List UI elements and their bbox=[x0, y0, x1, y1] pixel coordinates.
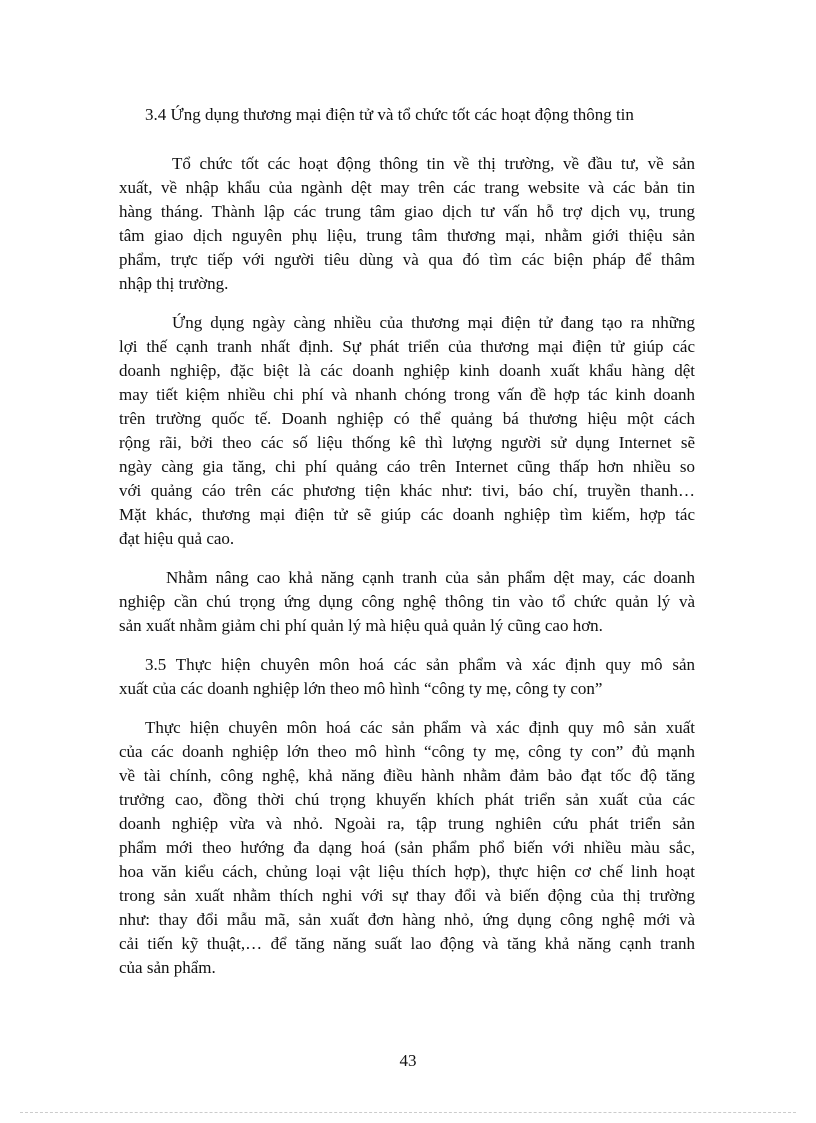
page-border-divider bbox=[20, 1112, 796, 1113]
text-line: trong sản xuất nhằm thích nghi với sự thay đổi và biến động của thị trường bbox=[119, 886, 695, 905]
text-line: sản xuất nhằm giảm chi phí quản lý mà hiệu quả quản lý cũng cao hơn. bbox=[119, 616, 603, 635]
text-line: Nhằm nâng cao khả năng cạnh tranh của sản phẩm dệt may, các doanh bbox=[166, 568, 695, 587]
text-line: trưởng cao, đồng thời chú trọng khuyến khích phát triển sản xuất của các bbox=[119, 790, 695, 809]
text-line: doanh nghiệp vừa và nhỏ. Ngoài ra, tập trung nghiên cứu phát triển sản bbox=[119, 814, 695, 833]
text-line: Thực hiện chuyên môn hoá các sản phẩm và xác định quy mô sản xuất bbox=[145, 718, 695, 737]
text-line: về tài chính, công nghệ, khả năng điều hành nhằm đảm bảo đạt tốc độ tăng bbox=[119, 766, 695, 785]
text-line: như: thay đổi mẫu mã, sản xuất đơn hàng nhỏ, ứng dụng công nghệ mới và bbox=[119, 910, 695, 929]
text-line: nghiệp cần chú trọng ứng dụng công nghệ thông tin vào tổ chức quản lý và bbox=[119, 592, 695, 611]
text-line: hàng tháng. Thành lập các trung tâm giao dịch tư vấn hỗ trợ dịch vụ, trung bbox=[119, 202, 695, 221]
text-line: đạt hiệu quả cao. bbox=[119, 529, 235, 548]
text-line: hoa văn kiểu cách, chủng loại vật liệu thích hợp), thực hiện cơ chế linh hoạt bbox=[119, 862, 695, 881]
text-line: phẩm mới theo hướng đa dạng hoá (sản phẩm phổ biến với nhiều màu sắc, bbox=[119, 838, 695, 857]
text-line: phẩm, trực tiếp với người tiêu dùng và qua đó tìm các biện pháp để thâm bbox=[119, 250, 695, 269]
text-line: doanh nghiệp, đặc biệt là các doanh nghiệp kinh doanh xuất khẩu hàng dệt bbox=[119, 361, 695, 380]
text-line: tâm giao dịch nguyên phụ liệu, trung tâm thương mại, nhằm giới thiệu sản bbox=[119, 226, 695, 245]
page-number: 43 bbox=[399, 1051, 417, 1070]
heading-line: xuất của các doanh nghiệp lớn theo mô hình “công ty mẹ, công ty con” bbox=[119, 679, 603, 698]
text-line: Mặt khác, thương mại điện tử sẽ giúp các doanh nghiệp tìm kiếm, hợp tác bbox=[119, 505, 695, 524]
text-line: của các doanh nghiệp lớn theo mô hình “công ty mẹ, công ty con” đủ mạnh bbox=[119, 742, 695, 761]
text-line: xuất, về nhập khẩu của ngành dệt may trên các trang website và các bản tin bbox=[119, 178, 695, 197]
text-line: may tiết kiệm nhiều chi phí và nhanh chóng trong vấn đề hợp tác kinh doanh bbox=[119, 385, 695, 404]
text-line: ngày càng gia tăng, chi phí quảng cáo trên Internet cũng thấp hơn nhiều so bbox=[119, 457, 695, 476]
text-line: trên trường quốc tế. Doanh nghiệp có thể quảng bá thương hiệu một cách bbox=[119, 409, 695, 428]
text-line: của sản phẩm. bbox=[119, 958, 216, 977]
heading-3-4: 3.4 Ứng dụng thương mại điện tử và tổ chức tốt các hoạt động thông tin bbox=[145, 105, 634, 124]
heading-line: 3.5 Thực hiện chuyên môn hoá các sản phẩm và xác định quy mô sản bbox=[145, 655, 695, 674]
text-line: với quảng cáo trên các phương tiện khác như: tivi, báo chí, truyền thanh… bbox=[119, 481, 695, 500]
text-line: nhập thị trường. bbox=[119, 274, 229, 293]
text-line: Tổ chức tốt các hoạt động thông tin về thị trường, về đầu tư, về sản bbox=[172, 154, 695, 173]
text-line: rộng rãi, bởi theo các số liệu thống kê thì lượng người sử dụng Internet sẽ bbox=[119, 433, 695, 452]
text-line: Ứng dụng ngày càng nhiều của thương mại điện tử đang tạo ra những bbox=[172, 313, 695, 332]
text-line: lợi thế cạnh tranh nhất định. Sự phát triển của thương mại điện tử giúp các bbox=[119, 337, 695, 356]
text-line: cải tiến kỹ thuật,… để tăng năng suất lao động và tăng khả năng cạnh tranh bbox=[119, 934, 695, 953]
